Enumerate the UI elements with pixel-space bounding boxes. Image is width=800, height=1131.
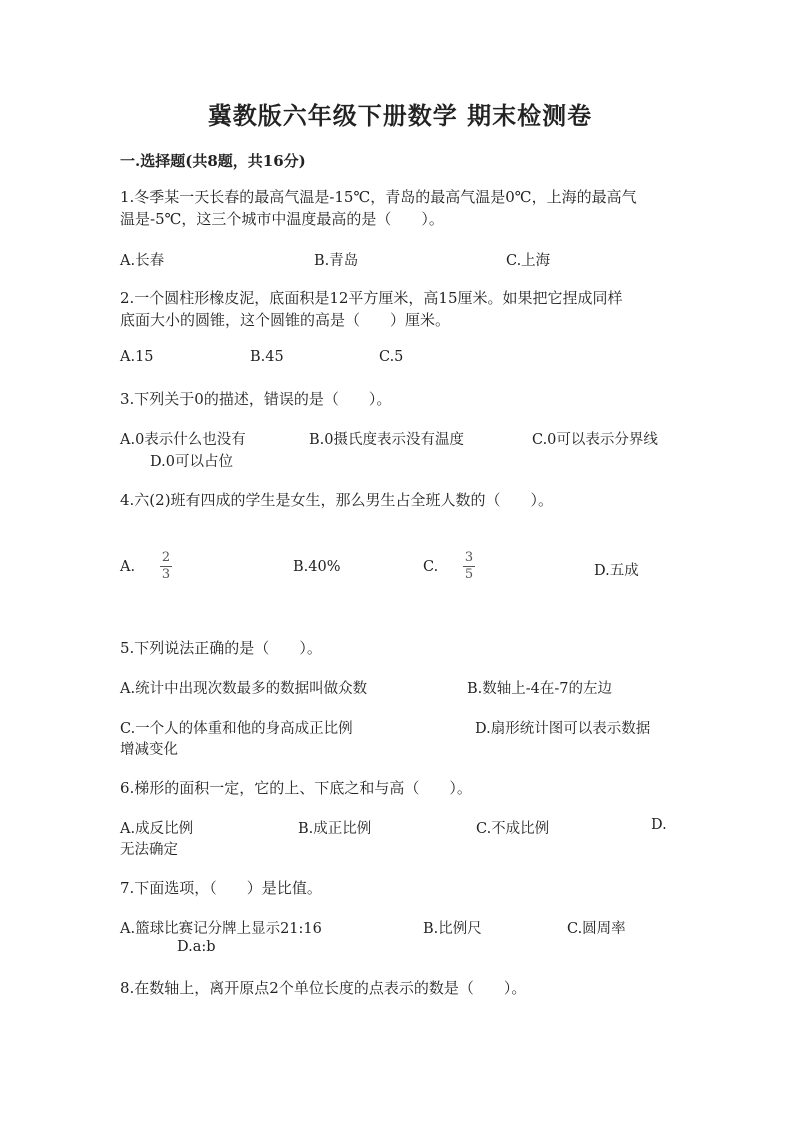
q5-option-b: B.数轴上-4在-7的左边 [467,681,613,697]
question-5 [120,637,322,659]
q7-option-d: D.a:b [177,939,216,955]
q3-option-d: D.0可以占位 [150,454,233,470]
question-2-line-2: 底面大小的圆锥，这个圆锥的高是（ ）厘米。 [120,311,451,329]
q3-option-c: C.0可以表示分界线 [532,432,658,448]
question-3 [120,388,391,410]
question-2-line-1: 2.一个圆柱形橡皮泥，底面积是12平方厘米，高15厘米。如果把它捏成同样 [120,289,623,307]
page-title: 冀教版六年级下册数学 期末检测卷 [207,101,593,130]
question-8 [120,977,526,999]
q4-option-a-fraction [160,551,172,582]
question-7 [120,877,322,899]
q2-option-a: A.15 [120,349,154,365]
q3-option-a: A.0表示什么也没有 [120,432,246,448]
q4-option-b: B.40% [293,559,341,575]
q5-option-a: A.统计中出现次数最多的数据叫做众数 [120,681,368,697]
q6-option-c: C.不成比例 [476,821,550,837]
q6-option-d-continued: 无法确定 [120,842,178,858]
q2-option-b: B.45 [250,349,284,365]
q7-option-c: C.圆周率 [567,921,626,937]
q4-option-c: C. [423,559,439,575]
question-1-line-2: 温是-5℃，这三个城市中温度最高的是（ ）。 [120,210,444,228]
q6-option-a: A.成反比例 [120,821,194,837]
question-4-line-1: 4.六(2)班有四成的学生是女生，那么男生占全班人数的（ ）。 [120,491,554,509]
q4-option-c-fraction [463,551,475,582]
question-6 [120,777,472,799]
fraction-denominator: 5 [464,567,474,582]
question-2 [120,287,623,331]
q5-option-d-continued: 增减变化 [120,742,178,758]
q6-option-b: B.成正比例 [298,821,372,837]
q5-option-d: D.扇形统计图可以表示数据 [475,721,651,737]
section-heading: 一.选择题(共8题，共16分) [120,152,306,170]
question-7-line-1: 7.下面选项，（ ）是比值。 [120,879,322,897]
question-3-line-1: 3.下列关于0的描述，错误的是（ ）。 [120,390,392,408]
question-6-line-1: 6.梯形的面积一定，它的上、下底之和与高（ ）。 [120,779,472,797]
q3-option-b: B.0摄氏度表示没有温度 [309,432,464,448]
question-4 [120,489,553,511]
q4-option-d: D.五成 [594,563,639,579]
question-8-line-1: 8.在数轴上，离开原点2个单位长度的点表示的数是（ ）。 [120,979,527,997]
q7-option-a: A.篮球比赛记分牌上显示21:16 [120,921,322,937]
q5-option-c: C.一个人的体重和他的身高成正比例 [120,721,353,737]
question-1 [120,186,637,230]
q1-option-b: B.青岛 [314,253,359,269]
q1-option-c: C.上海 [506,253,551,269]
q2-option-c: C.5 [379,349,404,365]
question-1-line-1: 1.冬季某一天长春的最高气温是-15℃，青岛的最高气温是0℃，上海的最高气 [120,188,637,206]
q4-option-a: A. [120,559,136,575]
q6-option-d: D. [651,817,667,833]
question-5-line-1: 5.下列说法正确的是（ ）。 [120,639,322,657]
fraction-numerator: 3 [464,550,474,565]
fraction-numerator: 2 [161,550,171,565]
q1-option-a: A.长春 [120,253,165,269]
q7-option-b: B.比例尺 [423,921,482,937]
fraction-denominator: 3 [161,567,171,582]
